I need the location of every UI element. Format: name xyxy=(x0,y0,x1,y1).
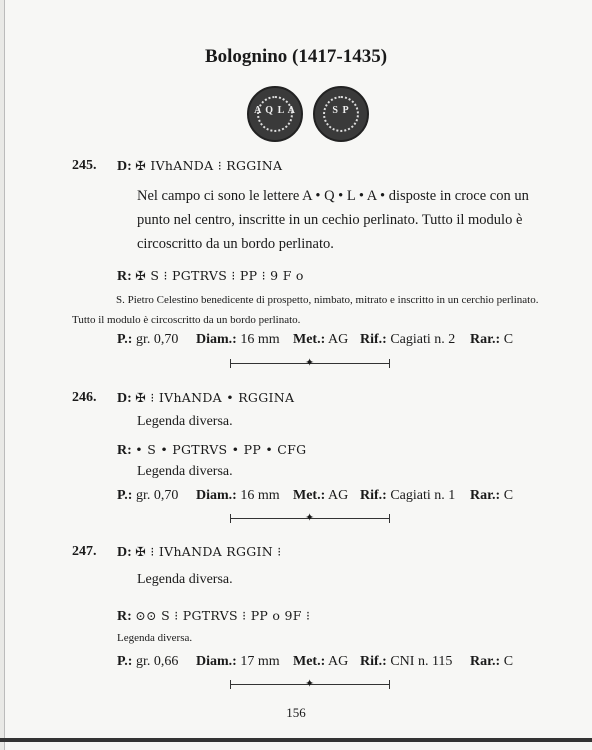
obverse-line xyxy=(117,390,294,407)
reverse-legend: ✠ S ⁝ PGTRVS ⁝ PP ⁝ 9 F o xyxy=(135,268,304,283)
reverse-line xyxy=(117,268,304,285)
reverse-line xyxy=(117,608,310,625)
metal-label: Met.: xyxy=(293,488,326,503)
diameter-label: Diam.: xyxy=(196,332,237,347)
reference-value: Cagiati n. 2 xyxy=(390,332,456,347)
ornament-divider: ✦ xyxy=(230,684,390,685)
reverse-line xyxy=(117,442,306,459)
metal-value: AG xyxy=(328,332,349,347)
rarity xyxy=(470,332,513,348)
diameter-label: Diam.: xyxy=(196,488,237,503)
diameter-value: 16 mm xyxy=(240,488,280,503)
rarity xyxy=(470,488,513,504)
reverse-label: R: xyxy=(117,269,132,284)
rarity xyxy=(470,654,513,670)
reverse-description: Legenda diversa. xyxy=(117,632,193,644)
obverse-line xyxy=(117,544,282,561)
obverse-legend: ✠ IVhANDA ⁝ RGGINA xyxy=(135,158,283,173)
metal-value: AG xyxy=(328,488,349,503)
weight-label: P.: xyxy=(117,488,133,503)
metal xyxy=(293,488,348,504)
coin-reverse-letters: S P xyxy=(332,105,350,116)
reference xyxy=(360,332,455,348)
obverse-line xyxy=(117,158,282,175)
page-left-edge xyxy=(0,0,5,750)
obverse-label: D: xyxy=(117,391,132,406)
obverse-legend: ✠ ⁝ IVhANDA RGGIN ⁝ xyxy=(135,544,282,559)
reference xyxy=(360,654,452,670)
reference-label: Rif.: xyxy=(360,332,387,347)
reference-value: CNI n. 115 xyxy=(390,654,453,669)
rarity-label: Rar.: xyxy=(470,332,501,347)
metal xyxy=(293,332,348,348)
diameter xyxy=(196,488,280,504)
rarity-value: C xyxy=(503,654,514,669)
metal-label: Met.: xyxy=(293,332,326,347)
obverse-label: D: xyxy=(117,545,132,560)
page-title: Bolognino (1417-1435) xyxy=(204,46,388,67)
rarity-label: Rar.: xyxy=(470,654,501,669)
rarity-value: C xyxy=(503,488,514,503)
metal-label: Met.: xyxy=(293,654,326,669)
coin-obverse-letters: A Q L A xyxy=(254,105,296,116)
diameter-value: 16 mm xyxy=(240,332,280,347)
reference-label: Rif.: xyxy=(360,654,387,669)
reverse-description xyxy=(72,290,562,330)
rarity-value: C xyxy=(503,332,514,347)
reverse-label: R: xyxy=(117,609,132,624)
entry-number: 245. xyxy=(72,158,97,173)
coin-reverse-image xyxy=(313,86,369,142)
obverse-description: Nel campo ci sono le lettere A • Q • L • A • disposte in croce con un punto nel centro, inscritte in un cechio perlinato. Tutto il modulo è circoscritto da un bordo perlinato. xyxy=(137,188,529,252)
reference-value: Cagiati n. 1 xyxy=(390,488,456,503)
coin-obverse-image xyxy=(247,86,303,142)
weight-value: gr. 0,70 xyxy=(135,332,179,347)
diameter-value: 17 mm xyxy=(240,654,280,669)
rarity-label: Rar.: xyxy=(470,488,501,503)
diameter xyxy=(196,332,280,348)
reverse-label: R: xyxy=(117,443,132,458)
reverse-description-text: S. Pietro Celestino benedicente di prospetto, nimbato, mitrato e inscritto in un cerchio perlinato. Tutto il modulo è circoscritto da un bordo perlinato. xyxy=(72,294,539,326)
metal xyxy=(293,654,348,670)
weight-value: gr. 0,70 xyxy=(135,488,179,503)
obverse-label: D: xyxy=(117,159,132,174)
reference xyxy=(360,488,455,504)
ornament-divider: ✦ xyxy=(230,363,390,364)
specs-row xyxy=(117,488,178,504)
diameter-label: Diam.: xyxy=(196,654,237,669)
entry-number: 246. xyxy=(72,390,97,405)
reverse-description: Legenda diversa. xyxy=(137,464,233,479)
weight-label: P.: xyxy=(117,332,133,347)
obverse-legend: ✠ ⁝ IVhANDA • RGGINA xyxy=(135,390,295,405)
page-number: 156 xyxy=(286,705,306,720)
reference-label: Rif.: xyxy=(360,488,387,503)
specs-row xyxy=(117,332,178,348)
reverse-legend: • S • PGTRVS • PP • CFG xyxy=(135,442,307,457)
weight-value: gr. 0,66 xyxy=(135,654,179,669)
reverse-legend: ⊙⊙ S ⁝ PGTRVS ⁝ PP o 9F ⁝ xyxy=(135,608,311,623)
specs-row xyxy=(117,654,178,670)
metal-value: AG xyxy=(328,654,349,669)
diameter xyxy=(196,654,280,670)
weight-label: P.: xyxy=(117,654,133,669)
entry-number: 247. xyxy=(72,544,97,559)
page-bottom-edge xyxy=(0,738,592,742)
ornament-divider: ✦ xyxy=(230,518,390,519)
obverse-description: Legenda diversa. xyxy=(137,414,233,429)
obverse-description: Legenda diversa. xyxy=(137,572,233,587)
